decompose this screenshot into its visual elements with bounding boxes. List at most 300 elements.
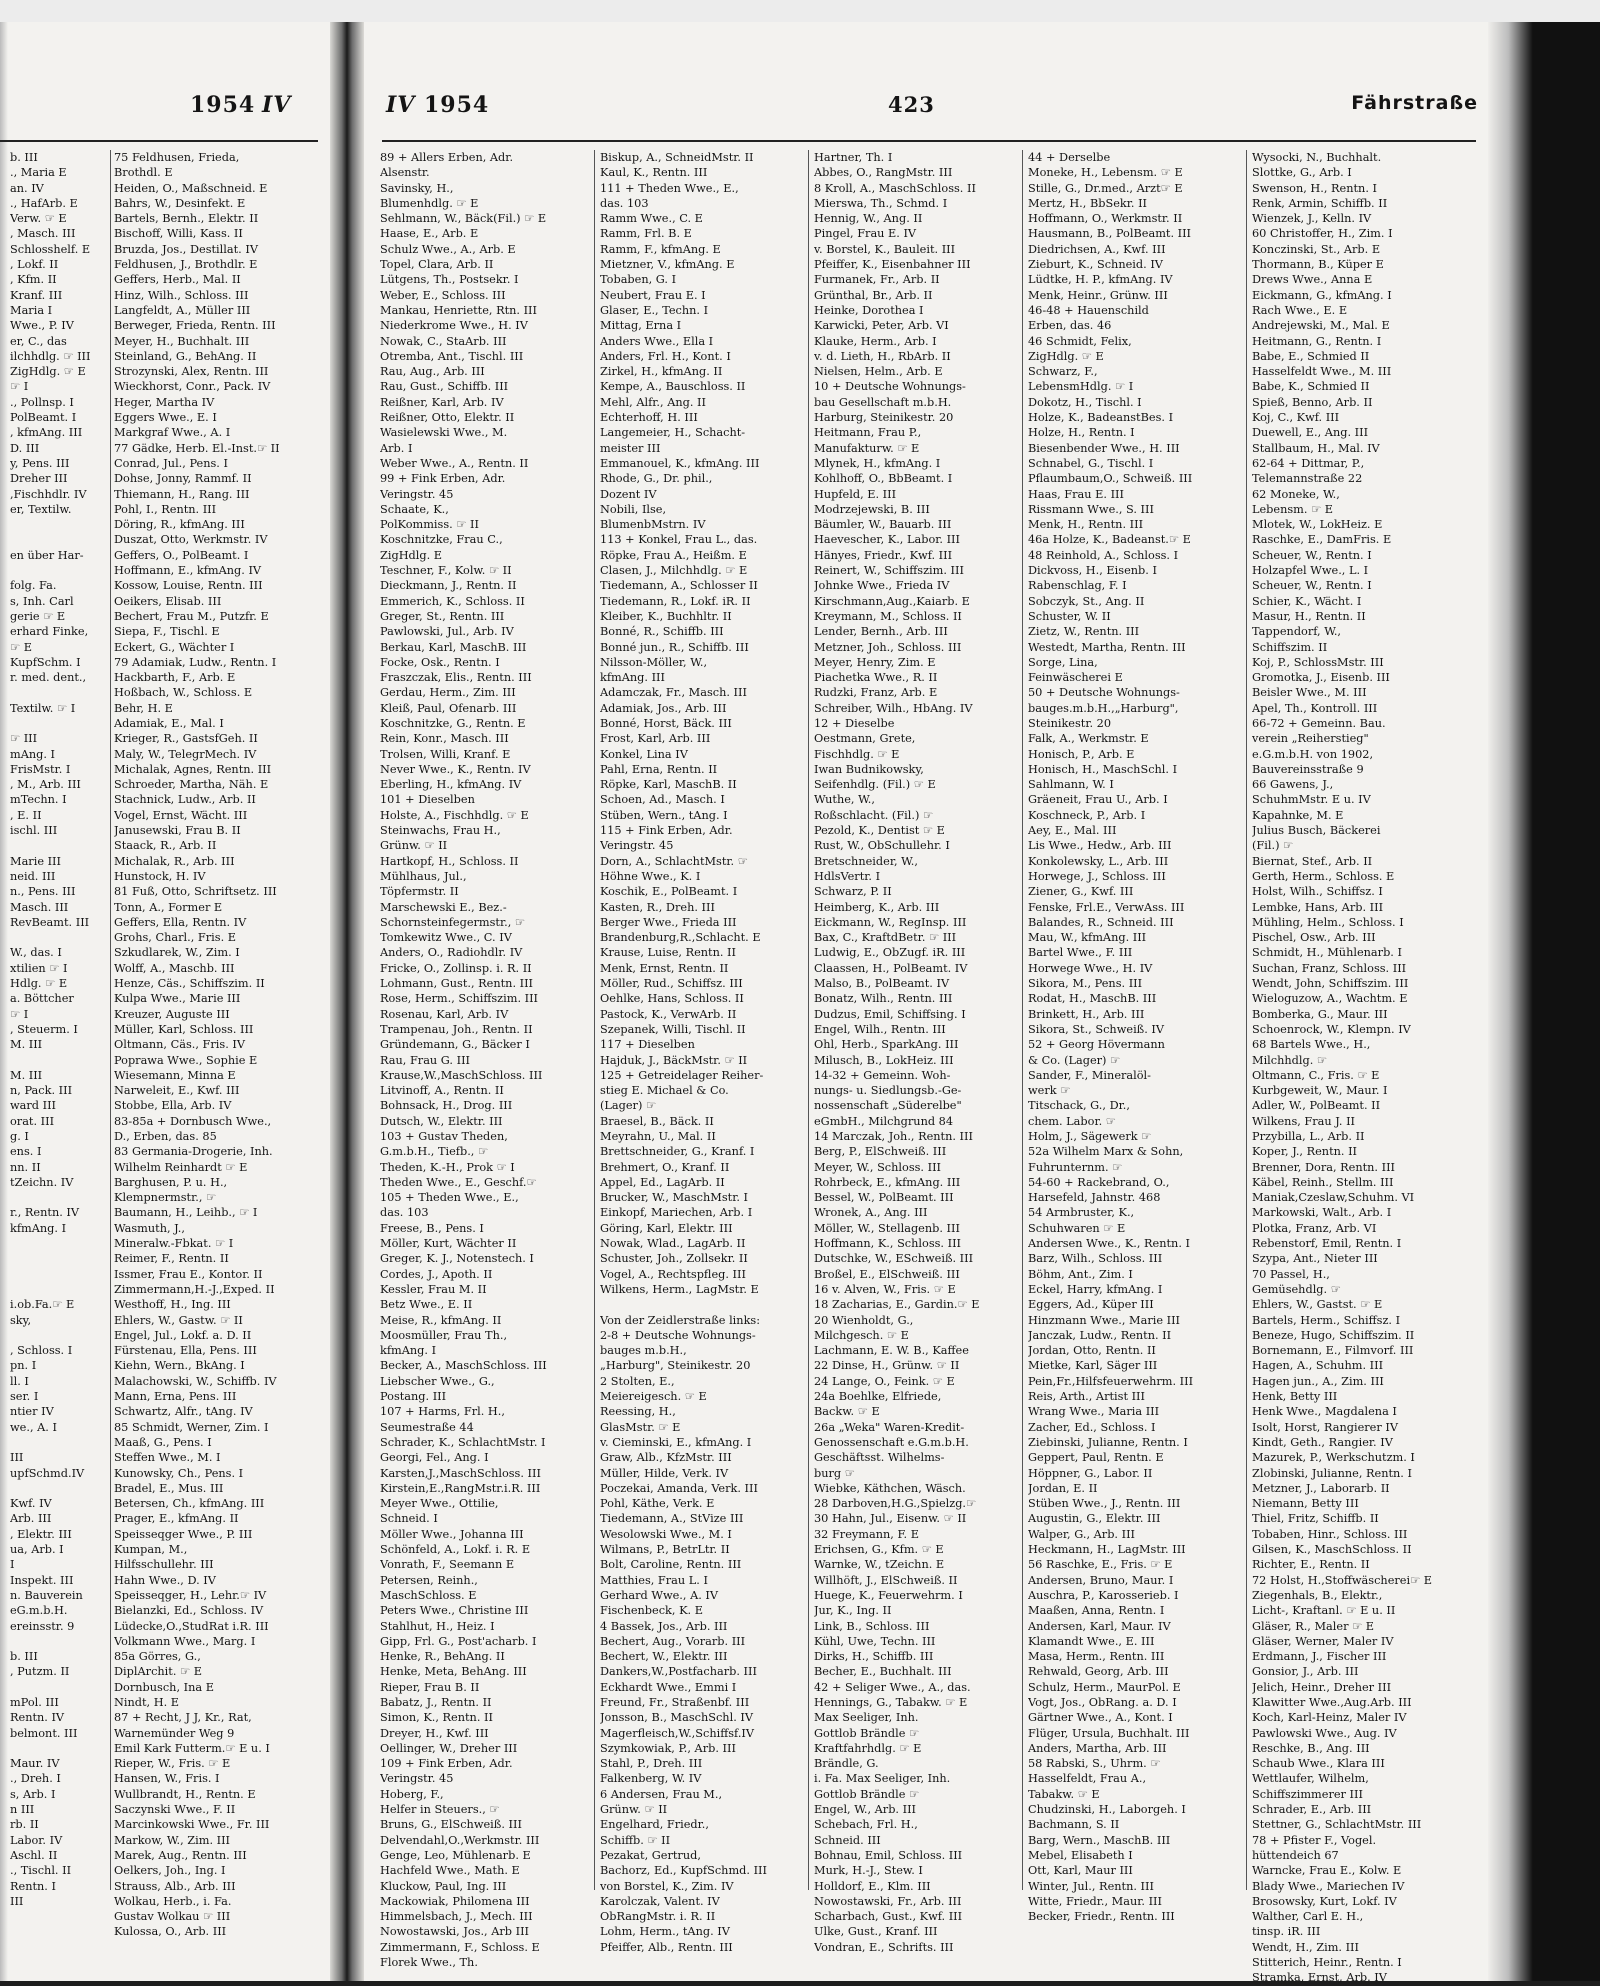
directory-entry: Diedrichsen, A., Kwf. III bbox=[1028, 242, 1166, 256]
scan-shadow bbox=[1488, 22, 1600, 1981]
directory-entry: Reschke, B., Ang. III bbox=[1252, 1741, 1370, 1755]
directory-entry: Stettner, G., SchlachtMstr. III bbox=[1252, 1818, 1422, 1832]
directory-entry: HdlsVertr. I bbox=[814, 869, 881, 883]
directory-entry: Andersen Wwe., K., Rentn. I bbox=[1028, 1237, 1190, 1251]
directory-entry: Kohlhoff, O., BbBeamt. I bbox=[814, 472, 953, 486]
directory-entry: Drews Wwe., Anna E bbox=[1252, 273, 1373, 287]
directory-entry: ., HafArb. E bbox=[10, 196, 78, 210]
directory-entry: Anders, Martha, Arb. III bbox=[1028, 1741, 1167, 1755]
directory-entry: Brosowsky, Kurt, Lokf. IV bbox=[1252, 1894, 1397, 1908]
directory-entry: Walper, G., Arb. III bbox=[1028, 1527, 1135, 1541]
directory-entry: Bechert, W., Elektr. III bbox=[600, 1650, 728, 1664]
directory-entry: Lis Wwe., Hedw., Arb. III bbox=[1028, 839, 1172, 853]
directory-entry: Schiffszimmerer III bbox=[1252, 1787, 1363, 1801]
directory-entry: Adamiak, E., Mal. I bbox=[114, 716, 224, 730]
directory-entry: Wienzek, J., Kelln. IV bbox=[1252, 212, 1372, 226]
directory-entry: 101 + Dieselben bbox=[380, 793, 475, 807]
directory-entry: ☞ III bbox=[10, 732, 38, 746]
directory-entry: MaschSchloss. E bbox=[380, 1588, 477, 1602]
directory-entry: Thiemann, H., Rang. III bbox=[114, 487, 250, 501]
directory-entry: , kfmAng. III bbox=[10, 426, 83, 440]
directory-entry: Lebensm. ☞ E bbox=[1252, 502, 1334, 516]
directory-entry: Töpfermstr. II bbox=[380, 885, 459, 899]
directory-entry: ☞ E bbox=[10, 640, 32, 654]
directory-entry: 12 + Dieselbe bbox=[814, 716, 895, 730]
directory-entry: Pflaumbaum,O., Schweiß. III bbox=[1028, 472, 1193, 486]
directory-entry: Rust, W., ObSchullehr. I bbox=[814, 839, 950, 853]
directory-entry: Schwarz, P. II bbox=[814, 885, 892, 899]
directory-entry: Schoen, Ad., Masch. I bbox=[600, 793, 725, 807]
directory-entry: Hartner, Th. I bbox=[814, 151, 893, 164]
directory-entry: Ramm Wwe., C. E bbox=[600, 212, 703, 226]
directory-entry: Bruns, G., ElSchweiß. III bbox=[380, 1818, 522, 1832]
directory-entry: Reimer, F., Rentn. II bbox=[114, 1252, 229, 1266]
directory-entry: Trampenau, Joh., Rentn. II bbox=[380, 1022, 533, 1036]
directory-entry: Geschäftsst. Wilhelms- bbox=[814, 1451, 945, 1465]
directory-entry: Dreyer, H., Kwf. III bbox=[380, 1726, 489, 1740]
directory-entry: Tiedemann, A., Schlosser II bbox=[600, 579, 758, 593]
directory-entry: Maur. IV bbox=[10, 1757, 60, 1771]
directory-entry: ,Fischhdlr. IV bbox=[10, 487, 87, 501]
directory-entry: Sahlmann, W. I bbox=[1028, 778, 1114, 792]
directory-entry: 54-60 + Rackebrand, O., bbox=[1028, 1175, 1170, 1189]
directory-entry: Wysocki, N., Buchhalt. bbox=[1252, 151, 1382, 164]
directory-entry: Andersen, Karl, Maur. IV bbox=[1028, 1619, 1171, 1633]
directory-entry: Milusch, B., LokHeiz. III bbox=[814, 1053, 954, 1067]
directory-entry: er, C., das bbox=[10, 334, 67, 348]
directory-entry: Brehmert, O., Kranf. II bbox=[600, 1160, 730, 1174]
directory-entry: Veringstr. 45 bbox=[600, 839, 674, 853]
directory-entry: Käbel, Reinh., Stellm. III bbox=[1252, 1175, 1394, 1189]
directory-entry: Rehwald, Georg, Arb. III bbox=[1028, 1665, 1169, 1679]
directory-entry: Koschneck, P., Arb. I bbox=[1028, 808, 1146, 822]
directory-entry: folg. Fa. bbox=[10, 579, 57, 593]
directory-entry: Adler, W., PolBeamt. II bbox=[1252, 1099, 1381, 1113]
directory-entry: Kempe, A., Bauschloss. II bbox=[600, 380, 746, 394]
directory-entry: Babatz, J., Rentn. II bbox=[380, 1695, 492, 1709]
directory-entry: Savinsky, H., bbox=[380, 181, 454, 195]
directory-entry: Szepanek, Willi, Tischl. II bbox=[600, 1022, 746, 1036]
directory-entry: Mankau, Henriette, Rtn. III bbox=[380, 303, 537, 317]
directory-entry: Stallbaum, H., Mal. IV bbox=[1252, 441, 1380, 455]
directory-entry: Haase, E., Arb. E bbox=[380, 227, 479, 241]
directory-entry: Veringstr. 45 bbox=[380, 487, 454, 501]
directory-entry: Hoffmann, K., Schloss. III bbox=[814, 1237, 961, 1251]
directory-entry: PolKommiss. ☞ II bbox=[380, 518, 479, 532]
directory-entry: ZigHdlg. ☞ E bbox=[1028, 349, 1104, 363]
directory-entry: bauges m.b.H., bbox=[600, 1344, 687, 1358]
directory-entry: Pawlowski Wwe., Aug. IV bbox=[1252, 1726, 1397, 1740]
directory-entry: Zirkel, H., kfmAng. II bbox=[600, 365, 723, 379]
directory-entry: 99 + Fink Erben, Adr. bbox=[380, 472, 506, 486]
directory-entry: Oehlke, Hans, Schloss. II bbox=[600, 992, 744, 1006]
directory-entry: 87 + Recht, J J, Kr., Rat, bbox=[114, 1711, 252, 1725]
directory-entry: Adamczak, Fr., Masch. III bbox=[600, 686, 747, 700]
page-number: 423 bbox=[888, 92, 935, 117]
directory-entry: Hilfsschullehr. III bbox=[114, 1558, 214, 1572]
directory-entry: 30 Hahn, Jul., Eisenw. ☞ II bbox=[814, 1512, 967, 1526]
directory-entry: Bielanzki, Ed., Schloss. IV bbox=[114, 1604, 264, 1618]
directory-entry: Becker, A., MaschSchloss. III bbox=[380, 1359, 547, 1373]
directory-entry: Rabenschlag, F. I bbox=[1028, 579, 1127, 593]
directory-entry: Kleiber, K., Buchhltr. II bbox=[600, 609, 732, 623]
directory-entry: Dorn, A., SchlachtMstr. ☞ bbox=[600, 854, 748, 868]
directory-entry: eG.m.b.H. bbox=[10, 1604, 68, 1618]
directory-entry: 66 Gawens, J., bbox=[1252, 778, 1334, 792]
directory-entry: s, Arb. I bbox=[10, 1787, 56, 1801]
directory-entry: Gläser, R., Maler ☞ E bbox=[1252, 1619, 1375, 1633]
directory-entry: Stachnick, Ludw., Arb. II bbox=[114, 793, 256, 807]
directory-entry: Appel, Ed., LagArb. II bbox=[600, 1175, 725, 1189]
directory-entry: Engel, W., Arb. III bbox=[814, 1803, 917, 1817]
directory-entry: Berger Wwe., Frieda III bbox=[600, 915, 737, 929]
directory-entry: Schulz Wwe., A., Arb. E bbox=[380, 242, 516, 256]
directory-entry: Johnke Wwe., Frieda IV bbox=[814, 579, 950, 593]
directory-entry: Milchgesch. ☞ E bbox=[814, 1328, 909, 1342]
directory-entry: Rhode, G., Dr. phil., bbox=[600, 472, 713, 486]
directory-entry: Janusewski, Frau B. II bbox=[114, 824, 241, 838]
directory-entry: Abbes, O., RangMstr. III bbox=[814, 166, 953, 180]
directory-entry: Never Wwe., K., Rentn. IV bbox=[380, 762, 531, 776]
directory-entry: Erben, das. 46 bbox=[1028, 319, 1112, 333]
directory-entry: Bohnsack, H., Drog. III bbox=[380, 1099, 513, 1113]
directory-entry bbox=[10, 517, 108, 532]
directory-entry: Kleiß, Paul, Ofenarb. III bbox=[380, 701, 517, 715]
directory-entry: Langfeldt, A., Müller III bbox=[114, 303, 251, 317]
directory-entry: gerie ☞ E bbox=[10, 609, 66, 623]
directory-entry bbox=[10, 685, 108, 700]
directory-entry: RevBeamt. III bbox=[10, 915, 90, 929]
directory-entry: Staack, R., Arb. II bbox=[114, 839, 217, 853]
directory-entry: Narweleit, E., Kwf. III bbox=[114, 1084, 240, 1098]
directory-entry: Kluckow, Paul, Ing. III bbox=[380, 1879, 507, 1893]
directory-entry: Kranf. III bbox=[10, 288, 63, 302]
directory-entry: werk ☞ bbox=[1028, 1084, 1071, 1098]
directory-entry: Schier, K., Wächt. I bbox=[1252, 594, 1362, 608]
directory-entry: Meiereigesch. ☞ E bbox=[600, 1390, 707, 1404]
directory-entry: meister III bbox=[600, 441, 661, 455]
directory-entry bbox=[10, 1267, 108, 1282]
directory-entry: Zacher, Ed., Schloss. I bbox=[1028, 1420, 1156, 1434]
directory-entry: Falk, A., Werkmstr. E bbox=[1028, 732, 1149, 746]
directory-entry: Kiehn, Wern., BkAng. I bbox=[114, 1359, 245, 1373]
directory-entry: Gemüsehdlg. ☞ bbox=[1252, 1282, 1341, 1296]
directory-entry: Chudzinski, H., Laborgeh. I bbox=[1028, 1803, 1186, 1817]
directory-entry: Kumpan, M., bbox=[114, 1543, 188, 1557]
directory-entry: Mlotek, W., LokHeiz. E bbox=[1252, 518, 1383, 532]
directory-entry: Nowostawski, Jos., Arb III bbox=[380, 1925, 530, 1939]
directory-entry: Ziener, G., Kwf. III bbox=[1028, 885, 1134, 899]
directory-entry: Bradel, E., Mus. III bbox=[114, 1481, 224, 1495]
directory-entry: Rohrbeck, E., kfmAng. III bbox=[814, 1175, 961, 1189]
directory-entry: Mann, Erna, Pens. III bbox=[114, 1390, 237, 1404]
directory-entry: Jur, K., Ing. II bbox=[814, 1604, 892, 1618]
directory-entry: Steinikestr. 20 bbox=[1028, 716, 1112, 730]
directory-entry: Nowak, C., StaArb. III bbox=[380, 334, 507, 348]
directory-entry: Dieckmann, J., Rentn. II bbox=[380, 579, 517, 593]
directory-entry: orat. III bbox=[10, 1114, 55, 1128]
directory-entry: Jelich, Heinr., Dreher III bbox=[1252, 1680, 1392, 1694]
directory-entry: 62-64 + Dittmar, P., bbox=[1252, 456, 1365, 470]
directory-entry: Stramka, Ernst, Arb. IV bbox=[1252, 1971, 1387, 1985]
directory-entry: Pischel, Osw., Arb. III bbox=[1252, 931, 1376, 945]
directory-entry: Schneid. III bbox=[814, 1833, 881, 1847]
directory-entry: von Borstel, K., Zim. IV bbox=[600, 1879, 734, 1893]
directory-entry bbox=[10, 1053, 108, 1068]
directory-entry: KupfSchm. I bbox=[10, 655, 81, 669]
directory-entry: & Co. (Lager) ☞ bbox=[1028, 1053, 1121, 1067]
directory-entry: Schrader, E., Arb. III bbox=[1252, 1803, 1372, 1817]
directory-entry: bau Gesellschaft m.b.H. bbox=[814, 395, 952, 409]
directory-entry: Trolsen, Willi, Kranf. E bbox=[380, 747, 511, 761]
directory-entry: Stahl, P., Dreh. III bbox=[600, 1757, 703, 1771]
directory-entry: Höppner, G., Labor. II bbox=[1028, 1466, 1153, 1480]
directory-entry: Reißner, Otto, Elektr. II bbox=[380, 411, 515, 425]
directory-entry: 54 Armbruster, K., bbox=[1028, 1206, 1135, 1220]
directory-entry: Zietz, W., Rentn. III bbox=[1028, 625, 1140, 639]
directory-entry: BlumenbMstrn. IV bbox=[600, 518, 706, 532]
directory-entry: 26a „Weka" Waren-Kredit- bbox=[814, 1420, 965, 1434]
directory-entry: Oltmann, Cäs., Fris. IV bbox=[114, 1038, 245, 1052]
directory-entry: Issmer, Frau E., Kontor. II bbox=[114, 1267, 263, 1281]
directory-entry: 20 Wienholdt, G., bbox=[814, 1313, 914, 1327]
directory-entry: Markowski, Walt., Arb. I bbox=[1252, 1206, 1392, 1220]
directory-entry: Bischoff, Willi, Kass. II bbox=[114, 227, 243, 241]
directory-entry: FrisMstr. I bbox=[10, 762, 71, 776]
directory-entry: Rissmann Wwe., S. III bbox=[1028, 502, 1154, 516]
directory-entry: 16 v. Alven, W., Fris. ☞ E bbox=[814, 1282, 956, 1296]
directory-entry: Vonrath, F., Seemann E bbox=[380, 1558, 515, 1572]
directory-entry: 22 Dinse, H., Grünw. ☞ II bbox=[814, 1359, 960, 1373]
directory-entry: Becher, E., Buchhalt. III bbox=[814, 1665, 952, 1679]
directory-entry: Wuthe, W., bbox=[814, 793, 875, 807]
directory-entry: ua, Arb. I bbox=[10, 1543, 64, 1557]
directory-entry: Reessing, H., bbox=[600, 1405, 676, 1419]
directory-entry: Aey, E., Mal. III bbox=[1028, 824, 1117, 838]
directory-entry: v. d. Lieth, H., RbArb. II bbox=[814, 349, 951, 363]
directory-entry: Blady Wwe., Mariechen IV bbox=[1252, 1879, 1405, 1893]
directory-entry: Hagen jun., A., Zim. III bbox=[1252, 1374, 1384, 1388]
directory-entry: n. Bauverein bbox=[10, 1588, 83, 1602]
directory-entry: , E. II bbox=[10, 808, 42, 822]
directory-entry: Tiedemann, R., Lokf. iR. II bbox=[600, 594, 751, 608]
directory-entry: Poczekai, Amanda, Verk. III bbox=[600, 1481, 758, 1495]
directory-entry: Meyer, H., Buchhalt. III bbox=[114, 334, 250, 348]
column-divider bbox=[808, 150, 809, 1890]
directory-entry: hüttendeich 67 bbox=[1252, 1848, 1339, 1862]
directory-entry: Tonn, A., Former E bbox=[114, 900, 223, 914]
directory-entry: Gerhard Wwe., A. IV bbox=[600, 1588, 719, 1602]
directory-entry: Mertz, H., BbSekr. II bbox=[1028, 196, 1148, 210]
directory-entry: Eickmann, W., RegInsp. III bbox=[814, 915, 967, 929]
directory-entry: Zimmermann,H.-J.,Exped. II bbox=[114, 1282, 275, 1296]
directory-entry: Anders, Frl. H., Kont. I bbox=[600, 349, 731, 363]
directory-entry: Weber, E., Schloss. III bbox=[380, 288, 506, 302]
directory-entry: 111 + Theden Wwe., E., bbox=[600, 181, 739, 195]
directory-entry: Maniak,Czeslaw,Schuhm. VI bbox=[1252, 1191, 1415, 1205]
directory-entry bbox=[10, 563, 108, 578]
directory-entry: Stobbe, Ella, Arb. IV bbox=[114, 1099, 232, 1113]
directory-entry: Berkau, Karl, MaschB. III bbox=[380, 640, 527, 654]
directory-entry: Anders, O., Radiohdlr. IV bbox=[380, 946, 523, 960]
directory-entry: rb. II bbox=[10, 1818, 39, 1832]
directory-entry: Warnke, W., tZeichn. E bbox=[814, 1558, 945, 1572]
directory-entry: Emmanouel, K., kfmAng. III bbox=[600, 456, 760, 470]
directory-entry: Kapahnke, M. E bbox=[1252, 808, 1344, 822]
directory-entry: 115 + Fink Erben, Adr. bbox=[600, 824, 733, 838]
directory-entry: Mebel, Elisabeth I bbox=[1028, 1848, 1133, 1862]
left-page-year: 1954 bbox=[190, 92, 256, 118]
directory-entry: ilchhdlg. ☞ III bbox=[10, 349, 91, 363]
directory-entry: D. III bbox=[10, 441, 40, 455]
directory-entry: Fricke, O., Zollinsp. i. R. II bbox=[380, 961, 532, 975]
directory-entry: r., Rentn. IV bbox=[10, 1206, 80, 1220]
directory-entry: Eckel, Harry, kfmAng. I bbox=[1028, 1282, 1163, 1296]
directory-entry: Dreher III bbox=[10, 472, 68, 486]
directory-entry: Nowak, Wlad., LagArb. II bbox=[600, 1237, 746, 1251]
directory-entry: Kossow, Louise, Rentn. III bbox=[114, 579, 263, 593]
directory-entry: ☞ I bbox=[10, 380, 29, 394]
directory-entry: Seifenhdlg. (Fil.) ☞ E bbox=[814, 778, 936, 792]
directory-entry: Flüger, Ursula, Buchhalt. III bbox=[1028, 1726, 1190, 1740]
directory-entry: Schlosshelf. E bbox=[10, 242, 91, 256]
directory-entry: Mühlhaus, Jul., bbox=[380, 869, 467, 883]
directory-entry: Georgi, Fel., Ang. I bbox=[380, 1451, 489, 1465]
directory-entry: Rentn. I bbox=[10, 1879, 56, 1893]
directory-entry: Mazurek, P., Werkschutzm. I bbox=[1252, 1451, 1415, 1465]
directory-entry: n III bbox=[10, 1803, 35, 1817]
directory-entry: Oelkers, Joh., Ing. I bbox=[114, 1864, 226, 1878]
directory-entry: Witte, Friedr., Maur. III bbox=[1028, 1894, 1162, 1908]
directory-entry bbox=[10, 838, 108, 853]
directory-entry: Lüdtke, H. P., kfmAng. IV bbox=[1028, 273, 1173, 287]
directory-entry: Sobczyk, St., Ang. II bbox=[1028, 594, 1145, 608]
directory-entry: 125 + Getreidelager Reiher- bbox=[600, 1068, 764, 1082]
directory-entry: Schornsteinfegermstr., ☞ bbox=[380, 915, 526, 929]
directory-entry: das. 103 bbox=[380, 1206, 429, 1220]
directory-entry: kfmAng. I bbox=[380, 1344, 437, 1358]
directory-entry: tZeichn. IV bbox=[10, 1175, 74, 1189]
directory-entry: Heiden, O., Maßschneid. E bbox=[114, 181, 268, 195]
directory-entry: , Masch. III bbox=[10, 227, 76, 241]
directory-entry: Litvinoff, A., Rentn. II bbox=[380, 1084, 504, 1098]
directory-entry: Honisch, P., Arb. E bbox=[1028, 747, 1135, 761]
directory-entry: Gromotka, J., Eisenb. III bbox=[1252, 671, 1390, 685]
directory-entry: Sander, F., Mineralöl- bbox=[1028, 1068, 1151, 1082]
directory-entry: Kreuzer, Auguste III bbox=[114, 1007, 230, 1021]
directory-entry: Döring, R., kfmAng. III bbox=[114, 518, 245, 532]
directory-entry: Gläser, Werner, Maler IV bbox=[1252, 1634, 1394, 1648]
directory-entry: Broßel, E., ElSchweiß. III bbox=[814, 1267, 960, 1281]
directory-entry: v. Borstel, K., Bauleit. III bbox=[814, 242, 956, 256]
directory-entry: Karsten,J.,MaschSchloss. III bbox=[380, 1466, 541, 1480]
directory-entry: Fuhrunternm. ☞ bbox=[1028, 1160, 1123, 1174]
directory-entry: Schuster, Joh., Zollsekr. II bbox=[600, 1252, 748, 1266]
directory-entry: Haevescher, K., Labor. III bbox=[814, 533, 960, 547]
directory-entry: Eckhardt Wwe., Emmi I bbox=[600, 1680, 737, 1694]
directory-entry: Babe, K., Schmied II bbox=[1252, 380, 1370, 394]
directory-entry: Florek Wwe., Th. bbox=[380, 1956, 478, 1970]
directory-entry: nn. II bbox=[10, 1160, 41, 1174]
directory-entry: Pohl, I., Rentn. III bbox=[114, 502, 217, 516]
right-column-3 bbox=[814, 150, 1018, 1955]
directory-entry: Murk, H.-J., Stew. I bbox=[814, 1864, 923, 1878]
directory-entry: Einkopf, Mariechen, Arb. I bbox=[600, 1206, 753, 1220]
directory-entry: Rebenstorf, Emil, Rentn. I bbox=[1252, 1237, 1402, 1251]
directory-entry: Peters Wwe., Christine III bbox=[380, 1604, 529, 1618]
directory-entry: Kulpa Wwe., Marie III bbox=[114, 992, 241, 1006]
directory-entry: Höhne Wwe., K. I bbox=[600, 869, 701, 883]
directory-entry: ObRangMstr. i. R. II bbox=[600, 1910, 716, 1924]
directory-entry: Licht-, Kraftanl. ☞ E u. II bbox=[1252, 1604, 1396, 1618]
directory-entry: stieg E. Michael & Co. bbox=[600, 1084, 729, 1098]
directory-entry: Bonné, Horst, Bäck. III bbox=[600, 716, 732, 730]
directory-entry: Bartels, Herm., Schiffsz. I bbox=[1252, 1313, 1401, 1327]
directory-entry: W., das. I bbox=[10, 946, 62, 960]
directory-entry: 103 + Gustav Theden, bbox=[380, 1130, 508, 1143]
directory-entry: burg ☞ bbox=[814, 1466, 855, 1480]
scan-border bbox=[0, 0, 1600, 22]
directory-entry: Ramm, F., kfmAng. E bbox=[600, 242, 721, 256]
directory-entry: Bartel Wwe., F. III bbox=[1028, 946, 1133, 960]
directory-entry: D., Erben, das. 85 bbox=[114, 1130, 217, 1143]
directory-entry: Poprawa Wwe., Sophie E bbox=[114, 1053, 258, 1067]
directory-entry: 89 + Allers Erben, Adr. bbox=[380, 151, 514, 164]
directory-entry: 14-32 + Gemeinn. Woh- bbox=[814, 1068, 951, 1082]
directory-entry: Grünthal, Br., Arb. II bbox=[814, 288, 933, 302]
directory-entry: Mietzner, V., kfmAng. E bbox=[600, 258, 735, 272]
directory-entry: Furmanek, Fr., Arb. II bbox=[814, 273, 940, 287]
directory-entry: Oltmann, C., Fris. ☞ E bbox=[1252, 1068, 1380, 1082]
directory-entry: Wiebke, Käthchen, Wäsch. bbox=[814, 1481, 966, 1495]
directory-entry: Bohnau, Emil, Schloss. III bbox=[814, 1848, 963, 1862]
book-spread bbox=[0, 22, 1600, 1985]
directory-entry: chem. Labor. ☞ bbox=[1028, 1114, 1116, 1128]
directory-entry: Eggers, Ad., Küper III bbox=[1028, 1298, 1154, 1312]
directory-entry: 50 + Deutsche Wohnungs- bbox=[1028, 686, 1180, 700]
directory-entry: Schrader, K., SchlachtMstr. I bbox=[380, 1435, 546, 1449]
left-column-1 bbox=[10, 150, 108, 1909]
directory-entry: Möller, Rud., Schiffsz. III bbox=[600, 977, 743, 991]
directory-entry: Pahl, Erna, Rentn. II bbox=[600, 762, 718, 776]
directory-entry: Heitmann, G., Rentn. I bbox=[1252, 334, 1382, 348]
directory-entry: Holze, K., BadeanstBes. I bbox=[1028, 411, 1174, 425]
directory-entry: b. III bbox=[10, 1650, 38, 1664]
directory-entry: ., Maria E bbox=[10, 166, 67, 180]
directory-entry: 113 + Konkel, Frau L., das. bbox=[600, 533, 758, 547]
directory-entry: Scharbach, Gust., Kwf. III bbox=[814, 1910, 963, 1924]
directory-entry: Walther, Carl E. H., bbox=[1252, 1910, 1364, 1924]
directory-entry: Kurbgeweit, W., Maur. I bbox=[1252, 1084, 1388, 1098]
directory-entry: Becker, Friedr., Rentn. III bbox=[1028, 1910, 1175, 1924]
directory-entry: Heinke, Dorothea I bbox=[814, 303, 924, 317]
directory-entry: Marek, Aug., Rentn. III bbox=[114, 1848, 247, 1862]
directory-entry: b. III bbox=[10, 151, 38, 164]
directory-entry: DiplArchit. ☞ E bbox=[114, 1665, 202, 1679]
directory-entry: Gustav Wolkau ☞ III bbox=[114, 1910, 231, 1924]
directory-entry: Baumann, H., Leihb., ☞ I bbox=[114, 1206, 258, 1220]
directory-entry: Modrzejewski, B. III bbox=[814, 502, 930, 516]
book-gutter bbox=[330, 22, 364, 1981]
directory-entry: ZigHdlg. ☞ E bbox=[10, 365, 86, 379]
directory-entry: Arb. III bbox=[10, 1512, 52, 1526]
directory-entry: Brettschneider, G., Kranf. I bbox=[600, 1145, 755, 1159]
directory-entry: Wrang Wwe., Maria III bbox=[1028, 1405, 1160, 1419]
directory-entry: Heckmann, H., LagMstr. III bbox=[1028, 1543, 1186, 1557]
directory-entry: Stüben, Wern., tAng. I bbox=[600, 808, 728, 822]
directory-entry: Tappendorf, W., bbox=[1252, 625, 1342, 639]
directory-entry: 58 Rabski, S., Uhrm. ☞ bbox=[1028, 1757, 1161, 1771]
